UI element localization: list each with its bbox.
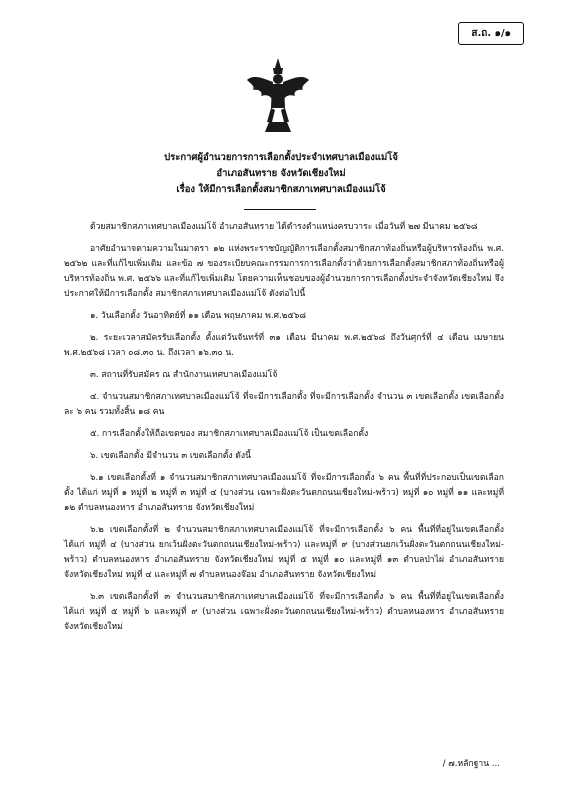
- item-constituency-basis: ๕. การเลือกตั้งให้ถือเขตของ สมาชิกสภาเทศบาลเมืองแม่โจ้ เป็นเขตเลือกตั้ง: [90, 429, 369, 439]
- item-election-date: ๑. วันเลือกตั้ง วันอาทิตย์ที่ ๑๑ เดือน พฤษภาคม พ.ศ.๒๕๖๘: [90, 311, 306, 321]
- item-registration-place: ๓. สถานที่รับสมัคร ณ สำนักงานเทศบาลเมืองแม่โจ้: [90, 370, 278, 380]
- header-divider: [244, 209, 316, 210]
- header-title: ประกาศผู้อำนวยการการเลือกตั้งประจำเทศบาลเมืองแม่โจ้: [164, 152, 398, 163]
- subitem-constituency-1: ๖.๑ เขตเลือกตั้งที่ ๑ จำนวนสมาชิกสภาเทศบาลเมืองแม่โจ้ ที่จะมีการเลือกตั้ง ๖ คน พื้นที่ที่ประกอบเป็นเขตเลือกตั้ง ได้แก่ หมู่ที่ ๑ หมู่ที่ ๒ หมู่ที่ ๓ หมู่ที่ ๔ (บางส่วน เฉพาะฝั่งตะวันตกถนนเชียงใหม่-พร้าว) หมู่ที่ ๑๐ หมู่ที่ ๑๑ และหมู่ที่ ๑๒ ตำบลหนองหาร อำเภอสันทราย จังหวัดเชียงใหม่: [64, 473, 504, 513]
- garuda-emblem-icon: [245, 56, 311, 136]
- item-constituencies: ๖. เขตเลือกตั้ง มีจำนวน ๓ เขตเลือกตั้ง ดังนี้: [90, 451, 251, 461]
- form-code-box: ส.ถ. ๑/๑: [458, 22, 524, 45]
- continuation-note: / ๗.หลักฐาน ...: [442, 759, 500, 769]
- paragraph-intro: ด้วยสมาชิกสภาเทศบาลเมืองแม่โจ้ อำเภอสันทราย ได้ดำรงตำแหน่งครบวาระ เมื่อวันที่ ๒๗ มีนาคม ๒๕๖๘: [90, 222, 478, 232]
- subitem-constituency-2: ๖.๒ เขตเลือกตั้งที่ ๒ จำนวนสมาชิกสภาเทศบาลเมืองแม่โจ้ ที่จะมีการเลือกตั้ง ๖ คน พื้นที่ที่อยู่ในเขตเลือกตั้ง ได้แก่ หมู่ที่ ๔ (บางส่วน ยกเว้นฝั่งตะวันตกถนนเชียงใหม่-พร้าว) และหมู่ที่ ๙ (บางส่วนยกเว้นฝั่งตะวันตกถนนเชียงใหม่-พร้าว) ตำบลหนองหาร อำเภอสันทราย จังหวัดเชียงใหม่ หมู่ที่ ๕ หมู่ที่ ๑๐ และหมู่ที่ ๑๓ ตำบลป่าไผ่ อำเภอสันทราย จังหวัดเชียงใหม่ หมู่ที่ ๔ และหมู่ที่ ๗ ตำบลหนองจ๊อม อำเภอสันทราย จังหวัดเชียงใหม่: [64, 525, 504, 580]
- announcement-body: [64, 220, 504, 642]
- item-member-count: ๔. จำนวนสมาชิกสภาเทศบาลเมืองแม่โจ้ ที่จะมีการเลือกตั้ง ที่จะมีการเลือกตั้ง จำนวน ๓ เขตเลือกตั้ง เขตเลือกตั้งละ ๖ คน รวมทั้งสิ้น ๑๘ คน: [64, 392, 504, 417]
- announcement-header: [40, 150, 522, 198]
- item-registration-period: ๒. ระยะเวลาสมัครรับเลือกตั้ง ตั้งแต่วันจันทร์ที่ ๓๑ เดือน มีนาคม พ.ศ.๒๕๖๘ ถึงวันศุกร์ที่ ๔ เดือน เมษายน พ.ศ.๒๕๖๘ เวลา ๐๘.๓๐ น. ถึงเวลา ๑๖.๓๐ น.: [64, 333, 504, 358]
- header-subject: เรื่อง ให้มีการเลือกตั้งสมาชิกสภาเทศบาลเมืองแม่โจ้: [176, 184, 386, 195]
- subitem-constituency-3: ๖.๓ เขตเลือกตั้งที่ ๓ จำนวนสมาชิกสภาเทศบาลเมืองแม่โจ้ ที่จะมีการเลือกตั้ง ๖ คน พื้นที่ที่อยู่ในเขตเลือกตั้ง ได้แก่ หมู่ที่ ๕ หมู่ที่ ๖ และหมู่ที่ ๙ (บางส่วน เฉพาะฝั่งตะวันตกถนนเชียงใหม่-พร้าว) ตำบลหนองหาร อำเภอสันทราย จังหวัดเชียงใหม่: [64, 592, 504, 632]
- header-district: อำเภอสันทราย จังหวัดเชียงใหม่: [216, 168, 346, 179]
- paragraph-authority: อาศัยอำนาจตามความในมาตรา ๑๒ แห่งพระราชบัญญัติการเลือกตั้งสมาชิกสภาท้องถิ่นหรือผู้บริหารท้องถิ่น พ.ศ. ๒๕๖๒ และที่แก้ไขเพิ่มเติม และข้อ ๗ ของระเบียบคณะกรรมการการเลือกตั้งว่าด้วยการเลือกตั้งสมาชิกสภาท้องถิ่นหรือผู้บริหารท้องถิ่น พ.ศ. ๒๕๖๖ และที่แก้ไขเพิ่มเติม โดยความเห็นชอบของผู้อำนวยการการเลือกตั้งประจำจังหวัดเชียงใหม่ จึงประกาศให้มีการเลือกตั้ง สมาชิกสภาเทศบาลเมืองแม่โจ้ ดังต่อไปนี้: [64, 244, 504, 299]
